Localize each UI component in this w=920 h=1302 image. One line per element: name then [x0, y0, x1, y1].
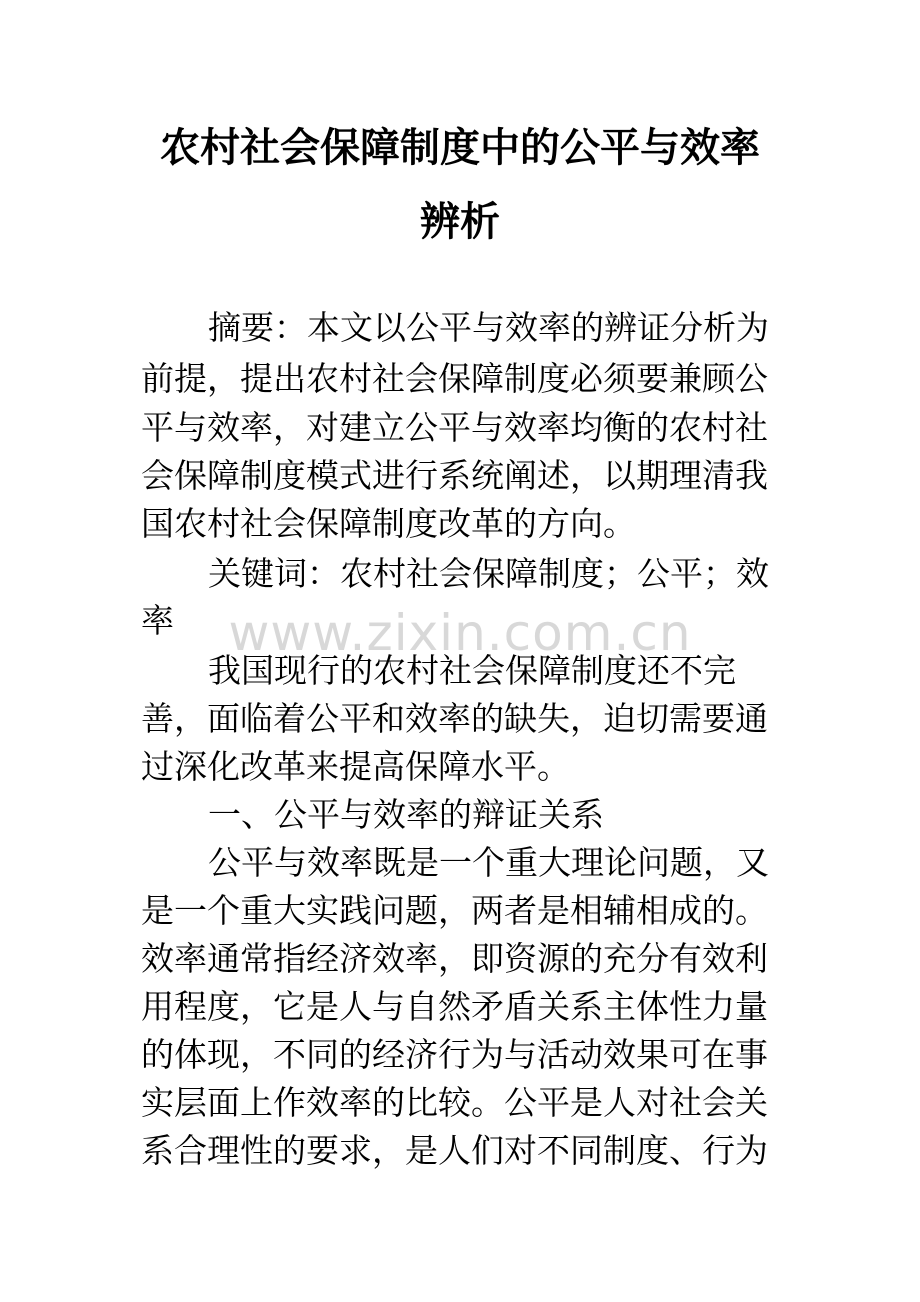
body-line: 善，面临着公平和效率的缺失，迫切需要通: [141, 699, 768, 738]
keywords-line: 关键词：农村社会保障制度；公平；效: [208, 554, 769, 593]
watermark-text: www.zixin.com.cn: [228, 604, 692, 662]
abstract-line: 会保障制度模式进行系统阐述，以期理清我: [141, 456, 768, 495]
body-line: 是一个重大实践问题，两者是相辅相成的。: [141, 891, 768, 930]
section-heading: 一、公平与效率的辩证关系: [208, 795, 604, 834]
body-line: 系合理性的要求，是人们对不同制度、行为: [141, 1131, 768, 1170]
keywords-line: 率: [141, 601, 174, 640]
body-line: 效率通常指经济效率，即资源的充分有效利: [141, 939, 768, 978]
body-line: 过深化改革来提高保障水平。: [141, 747, 570, 786]
document-title-line-1: 农村社会保障制度中的公平与效率: [160, 124, 760, 171]
body-line: 公平与效率既是一个重大理论问题，又: [208, 843, 769, 882]
body-line: 用程度，它是人与自然矛盾关系主体性力量: [141, 987, 768, 1026]
abstract-line: 国农村社会保障制度改革的方向。: [141, 504, 636, 543]
document-title-line-2: 辨析: [420, 198, 500, 245]
abstract-line: 前提，提出农村社会保障制度必须要兼顾公: [141, 359, 768, 398]
abstract-line: 摘要：本文以公平与效率的辨证分析为: [208, 308, 769, 347]
body-line: 实层面上作效率的比较。公平是人对社会关: [141, 1083, 768, 1122]
body-line: 的体现，不同的经济行为与活动效果可在事: [141, 1035, 768, 1074]
body-line: 我国现行的农村社会保障制度还不完: [208, 651, 736, 690]
abstract-line: 平与效率，对建立公平与效率均衡的农村社: [141, 408, 768, 447]
